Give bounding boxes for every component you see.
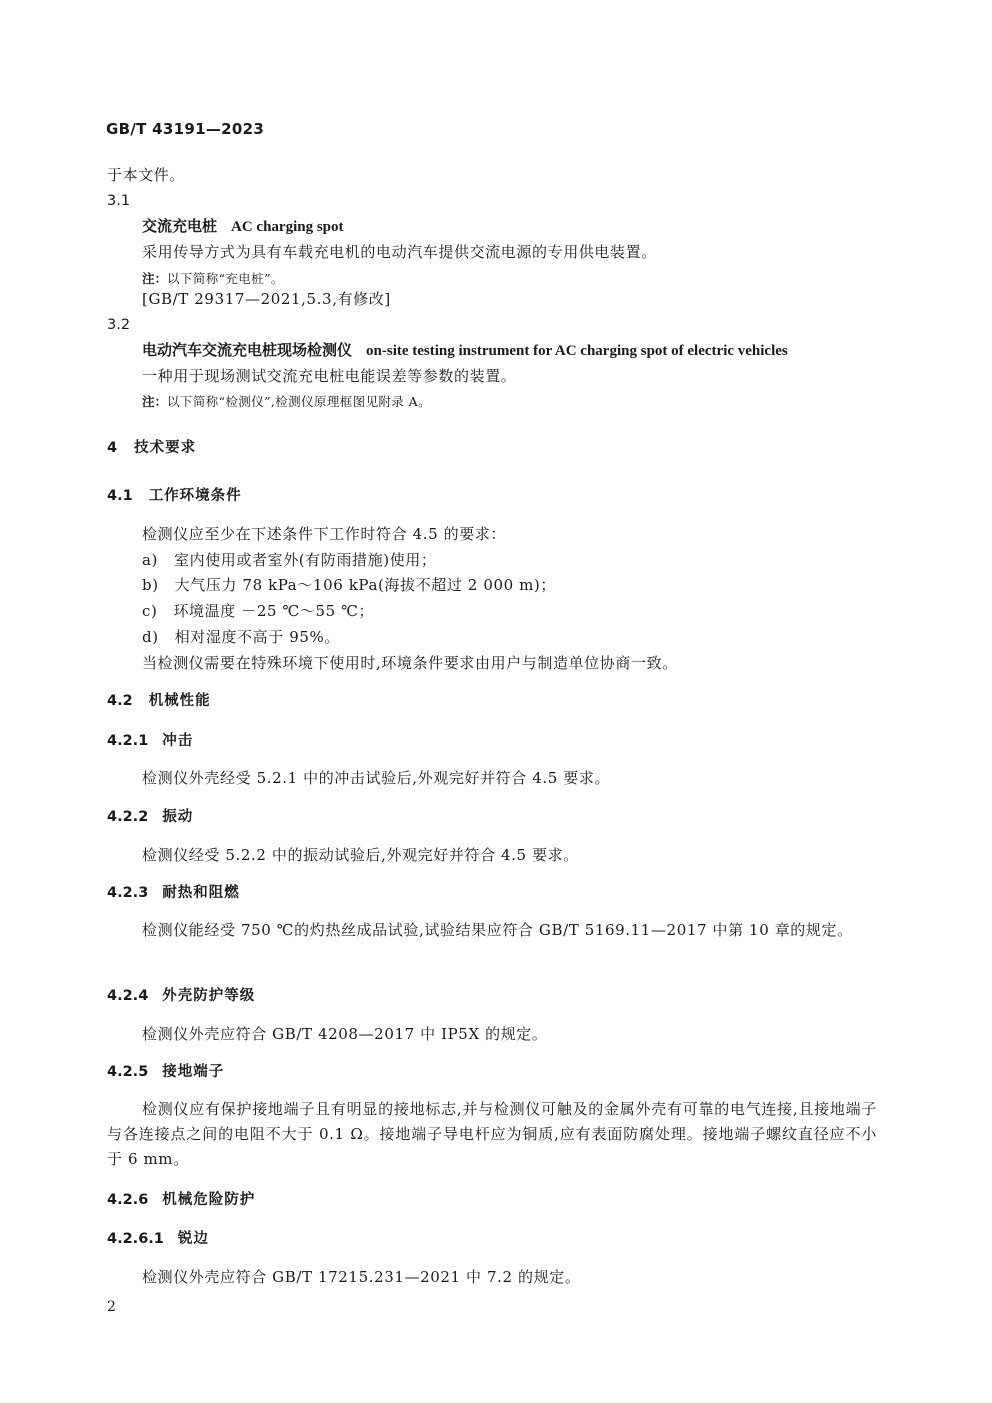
list-text: 室内使用或者室外(有防雨措施)使用； <box>174 551 437 569</box>
term-3-1-zh: 交流充电桩 <box>142 217 218 235</box>
list-item <box>142 630 340 645</box>
section-title: 振动 <box>162 809 194 825</box>
section-number: 4.2.4 <box>107 988 149 1004</box>
section-number: 4.2.3 <box>107 885 149 901</box>
section-title: 技术要求 <box>134 440 197 456</box>
section-title: 锐边 <box>177 1231 209 1247</box>
section-4-1-heading <box>107 488 242 504</box>
term-3-2-en: on-site testing instrument for AC charging spot of electric vehicles <box>366 343 788 359</box>
term-3-1-definition: 采用传导方式为具有车载充电机的电动汽车提供交流电源的专用供电装置。 <box>142 243 657 261</box>
section-4-2-6-heading <box>107 1192 255 1208</box>
term-3-1-note <box>142 271 284 286</box>
term-3-1-source: [GB/T 29317—2021,5.3,有修改] <box>142 290 391 308</box>
term-3-2-note <box>142 394 431 409</box>
section-4-2-6-1-heading <box>107 1231 209 1247</box>
list-item <box>142 578 556 593</box>
term-3-2-zh: 电动汽车交流充电桩现场检测仪 <box>142 341 353 359</box>
page-number: 2 <box>107 1299 116 1315</box>
list-text: 环境温度 －25 ℃～55 ℃； <box>173 602 375 620</box>
list-marker: c) <box>142 602 158 620</box>
section-4-2-3-text: 检测仪能经受 750 ℃的灼热丝成品试验,试验结果应符合 GB/T 5169.11—2017 中第 10 章的规定。 <box>142 921 853 939</box>
section-4-2-5-heading <box>107 1064 224 1080</box>
section-title: 机械性能 <box>148 693 211 709</box>
section-title: 耐热和阻燃 <box>162 885 240 901</box>
list-text: 相对湿度不高于 95%。 <box>174 628 340 646</box>
section-4-2-4-text: 检测仪外壳应符合 GB/T 4208—2017 中 IP5X 的规定。 <box>142 1025 548 1043</box>
section-4-2-2-heading <box>107 809 193 825</box>
section-number: 4.2.1 <box>107 733 149 749</box>
section-4-2-4-heading <box>107 988 255 1004</box>
section-title: 冲击 <box>162 733 194 749</box>
list-item <box>142 553 437 568</box>
term-3-1-en: AC charging spot <box>231 219 344 235</box>
section-4-2-1-text: 检测仪外壳经受 5.2.1 中的冲击试验后,外观完好并符合 4.5 要求。 <box>142 769 611 787</box>
note-text: 以下简称“检测仪”,检测仪原理框图见附录 A。 <box>167 394 431 409</box>
section-4-2-2-text: 检测仪经受 5.2.2 中的振动试验后,外观完好并符合 4.5 要求。 <box>142 846 579 864</box>
section-4-1-closing: 当检测仪需要在特殊环境下使用时,环境条件要求由用户与制造单位协商一致。 <box>142 654 678 672</box>
term-3-2-number: 3.2 <box>107 317 131 333</box>
section-number: 4.2.6.1 <box>107 1231 164 1247</box>
list-marker: a) <box>142 551 158 569</box>
section-title: 机械危险防护 <box>162 1192 256 1208</box>
note-text: 以下简称“充电桩”。 <box>167 271 284 286</box>
list-marker: d) <box>142 628 159 646</box>
section-number: 4.2.2 <box>107 809 149 825</box>
section-4-2-heading <box>107 693 211 709</box>
term-3-1-number: 3.1 <box>107 193 131 209</box>
term-3-2-definition: 一种用于现场测试交流充电桩电能误差等参数的装置。 <box>142 367 517 385</box>
standard-code-header: GB/T 43191—2023 <box>106 120 265 138</box>
note-label: 注： <box>142 394 168 409</box>
term-3-1-heading <box>142 219 344 235</box>
term-3-2-heading <box>142 343 788 359</box>
section-4-2-6-1-text: 检测仪外壳应符合 GB/T 17215.231—2021 中 7.2 的规定。 <box>142 1268 581 1286</box>
continuation-text: 于本文件。 <box>107 166 186 184</box>
section-number: 4 <box>107 440 118 456</box>
section-4-2-3-heading <box>107 885 240 901</box>
list-item <box>142 604 374 619</box>
note-label: 注： <box>142 271 168 286</box>
section-4-heading <box>107 440 196 456</box>
section-title: 接地端子 <box>162 1064 225 1080</box>
section-4-1-intro: 检测仪应至少在下述条件下工作时符合 4.5 的要求： <box>142 525 506 543</box>
section-number: 4.2.6 <box>107 1192 149 1208</box>
section-title: 外壳防护等级 <box>162 988 256 1004</box>
section-4-2-1-heading <box>107 733 193 749</box>
section-title: 工作环境条件 <box>148 488 242 504</box>
list-marker: b) <box>142 576 159 594</box>
list-text: 大气压力 78 kPa～106 kPa(海拔不超过 2 000 m)； <box>174 576 556 594</box>
section-number: 4.2 <box>107 693 133 709</box>
section-number: 4.2.5 <box>107 1064 149 1080</box>
section-4-2-5-text: 检测仪应有保护接地端子且有明显的接地标志,并与检测仪可触及的金属外壳有可靠的电气连接,且接地端子与各连接点之间的电阻不大于 0.1 Ω。接地端子导电杆应为铜质,应有表面防腐处理。接地端子螺纹直径应不小于 6 mm。 <box>107 1100 877 1168</box>
section-number: 4.1 <box>107 488 133 504</box>
